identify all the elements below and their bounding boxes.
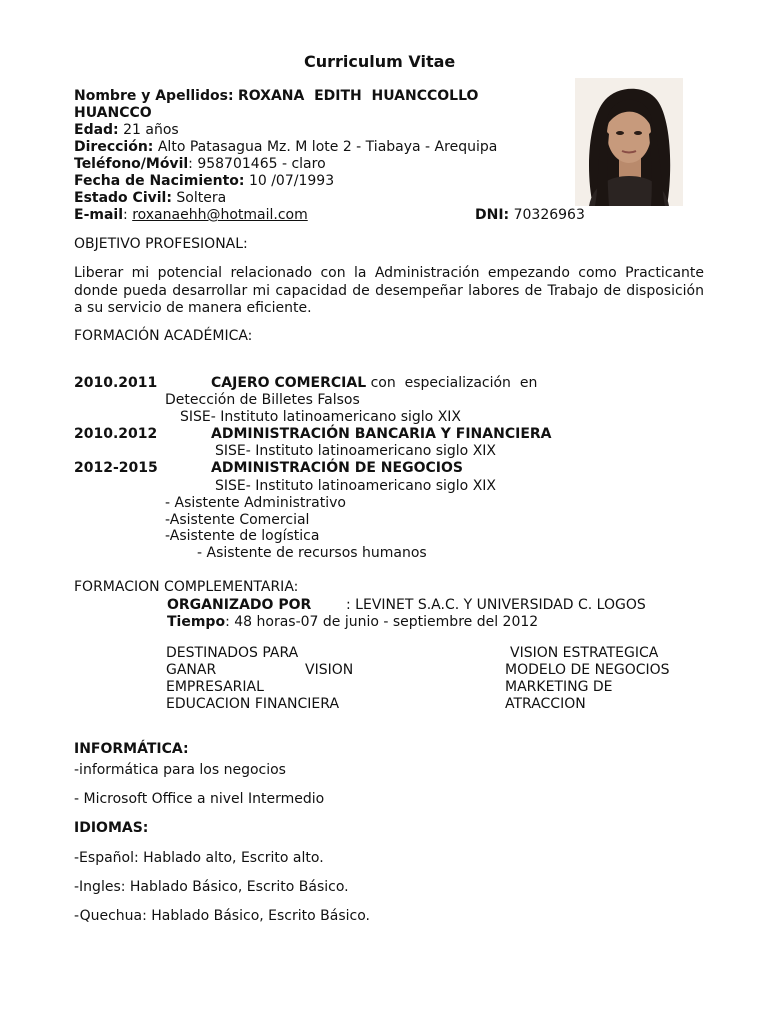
age-value: 21 años [123, 122, 179, 138]
course-left-2b: VISION [305, 662, 354, 678]
education-heading: FORMACIÓN ACADÉMICA: [74, 328, 253, 344]
address-value: Alto Patasagua Mz. M lote 2 - Tiabaya - Arequipa [157, 139, 498, 155]
course-right-4: ATRACCION [505, 696, 586, 712]
dni-line [475, 207, 585, 224]
languages-heading: IDIOMAS: [74, 820, 149, 836]
document-title: Curriculum Vitae [304, 52, 456, 71]
course-left-1: DESTINADOS PARA [166, 645, 299, 661]
civil-value: Soltera [176, 190, 227, 206]
edu2-institution: SISE- Instituto latinoamericano siglo XIX [215, 443, 497, 459]
phone-line [74, 156, 326, 173]
computing-item: - Microsoft Office a nivel Intermedio [74, 791, 325, 807]
language-item: -Ingles: Hablado Básico, Escrito Básico. [74, 879, 349, 895]
age-label: Edad: [74, 122, 119, 138]
age-line [74, 122, 179, 139]
address-label: Dirección: [74, 139, 154, 155]
edu3-role: -Asistente de logística [165, 528, 320, 544]
edu1-institution: SISE- Instituto latinoamericano siglo XIX [180, 409, 462, 425]
time-label: Tiempo [167, 614, 226, 630]
edu1-years: 2010.2011 [74, 375, 158, 391]
civil-label: Estado Civil: [74, 190, 172, 206]
edu2-title: ADMINISTRACIÓN BANCARIA Y FINANCIERA [211, 426, 552, 442]
birth-value: 10 /07/1993 [248, 173, 335, 189]
computing-heading: INFORMÁTICA: [74, 741, 189, 757]
email-line [74, 207, 308, 224]
objective-text: Liberar mi potencial relacionado con la Administración empezando como Practicante donde pueda desarrollar mi capacidad de desempeñar labores de Trabajo de disposición a su servicio de manera eficiente. [74, 265, 704, 316]
organizer-label: ORGANIZADO POR [167, 597, 312, 613]
name-value: ROXANA EDITH HUANCCOLLO [238, 88, 479, 104]
course-left-2: GANAR [166, 662, 217, 678]
language-item: -Quechua: Hablado Básico, Escrito Básico. [74, 908, 370, 924]
name-value-cont: HUANCCO [74, 105, 152, 121]
name-label: Nombre y Apellidos: [74, 88, 234, 104]
course-left-3: EMPRESARIAL [166, 679, 264, 695]
objective-heading: OBJETIVO PROFESIONAL: [74, 236, 248, 252]
dni-label: DNI: [475, 207, 510, 223]
name-line [74, 88, 478, 105]
edu3-role: - Asistente de recursos humanos [197, 545, 427, 561]
edu1-title: CAJERO COMERCIAL [211, 375, 367, 391]
course-left-4: EDUCACION FINANCIERA [166, 696, 340, 712]
edu1-title-line [211, 375, 537, 392]
computing-item: -informática para los negocios [74, 762, 286, 778]
civil-line [74, 190, 226, 207]
time-line [167, 614, 538, 631]
edu3-role: -Asistente Comercial [165, 512, 310, 528]
edu2-years: 2010.2012 [74, 426, 158, 442]
course-right-3: MARKETING DE [505, 679, 613, 695]
edu1-extra: con especialización en [366, 375, 538, 391]
edu3-institution: SISE- Instituto latinoamericano siglo XIX [215, 478, 497, 494]
language-item: -Español: Hablado alto, Escrito alto. [74, 850, 324, 866]
edu1-line2: Detección de Billetes Falsos [165, 392, 360, 408]
time-value: : 48 horas-07 de junio - septiembre del 2012 [225, 614, 539, 630]
birth-line [74, 173, 334, 190]
organizer-value: : LEVINET S.A.C. Y UNIVERSIDAD C. LOGOS [346, 597, 646, 613]
email-sep: : [123, 207, 128, 223]
edu3-role: - Asistente Administrativo [165, 495, 346, 511]
birth-label: Fecha de Nacimiento: [74, 173, 245, 189]
dni-value: 70326963 [513, 207, 585, 223]
complementary-heading: FORMACION COMPLEMENTARIA: [74, 579, 299, 595]
email-link[interactable]: roxanaehh@hotmail.com [132, 207, 308, 223]
address-line [74, 139, 497, 156]
phone-value: : 958701465 - claro [188, 156, 326, 172]
phone-label: Teléfono/Móvil [74, 156, 189, 172]
course-right-1: VISION ESTRATEGICA [510, 645, 659, 661]
email-label: E-mail [74, 207, 124, 223]
profile-photo [575, 78, 683, 206]
course-right-2: MODELO DE NEGOCIOS [505, 662, 670, 678]
edu3-title: ADMINISTRACIÓN DE NEGOCIOS [211, 460, 463, 476]
edu3-years: 2012-2015 [74, 460, 158, 476]
